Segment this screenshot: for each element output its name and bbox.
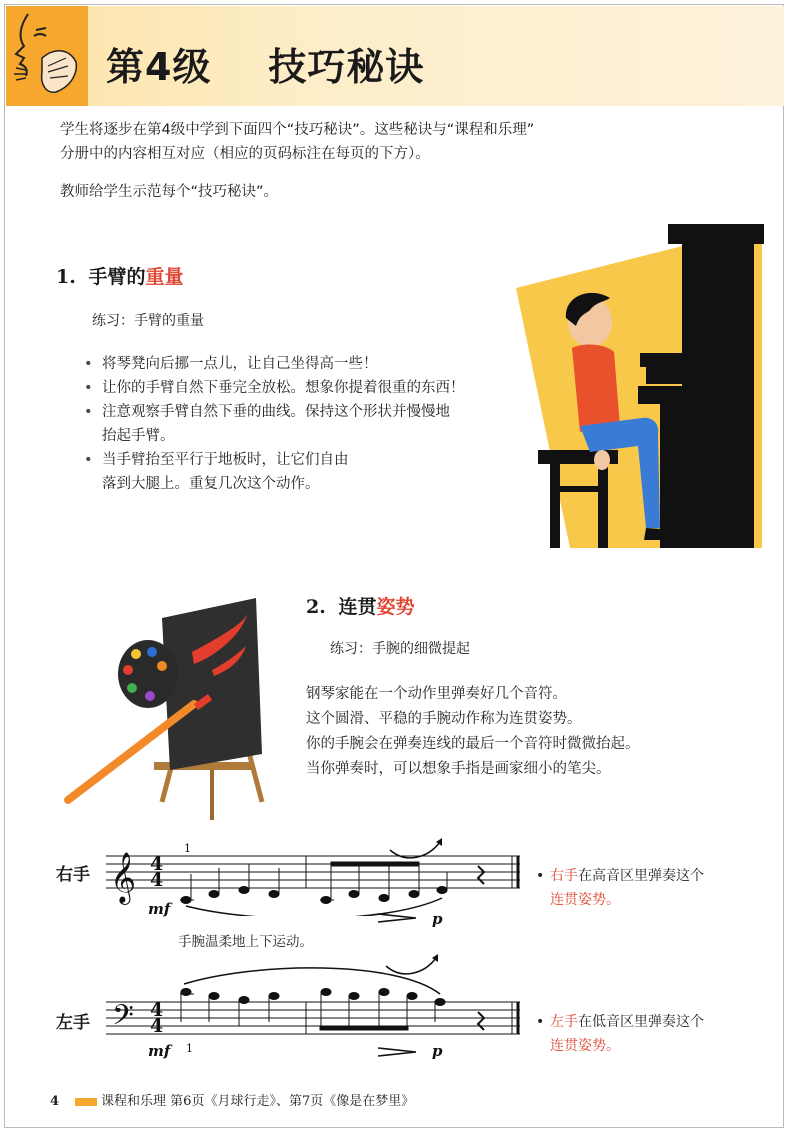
time-signature-top-treble: 4 <box>150 853 164 875</box>
left-hand-note <box>550 1010 704 1058</box>
list-item: • 将琴凳向后挪一点儿，让自己坐得高一些！ <box>84 352 514 376</box>
bass-staff <box>106 950 526 1050</box>
list-item: • 当手臂抬至平行于地板时，让它们自由 <box>84 448 514 472</box>
right-hand-note <box>550 864 704 912</box>
list-item-continuation <box>84 424 514 448</box>
list-item-continuation <box>84 472 514 496</box>
section2-line-1: 钢琴家能在一个动作里弹奏好几个音符。 <box>306 686 567 702</box>
section1-bullet-list <box>84 352 514 496</box>
left-hand-label: 左手 <box>56 1013 90 1033</box>
fingering-number: 1 <box>184 842 191 855</box>
page-title: 第4级 技巧秘诀 <box>106 45 425 89</box>
left-hand-note-red2: 连贯姿势。 <box>550 1038 620 1054</box>
header-icon-box <box>6 6 88 106</box>
bullet-continuation-text: 抬起手臂。 <box>102 428 175 444</box>
section2-number: 2. <box>306 596 326 618</box>
footer-bar-icon <box>75 1098 97 1106</box>
decrescendo-hairpin-icon <box>376 912 420 924</box>
time-signature-bottom-bass: 4 <box>150 1015 164 1037</box>
page-footer <box>50 1090 414 1109</box>
section1-title-red: 重量 <box>145 266 184 288</box>
right-hand-note-red2: 连贯姿势。 <box>550 892 620 908</box>
section1-heading <box>56 262 184 289</box>
svg-text:𝄢: 𝄢 <box>112 999 134 1039</box>
right-hand-label: 右手 <box>56 865 90 885</box>
section2-line-2: 这个圆滑、平稳的手腕动作称为连贯姿势。 <box>306 711 582 727</box>
bullet-continuation-text: 落到大腿上。重复几次这个动作。 <box>102 476 320 492</box>
section1-exercise: 练习：手臂的重量 <box>92 313 204 329</box>
left-hand-note-text: 在低音区里弹奏这个 <box>578 1014 704 1030</box>
wrist-caption: 手腕温柔地上下运动。 <box>178 934 313 950</box>
section2-line-3: 你的手腕会在弹奏连线的最后一个音符时微微抬起。 <box>306 736 640 752</box>
section2-exercise: 练习：手腕的细微提起 <box>330 641 470 657</box>
whispering-face-icon <box>6 6 88 106</box>
time-signature-bottom-treble: 4 <box>150 869 164 891</box>
svg-text:𝄞: 𝄞 <box>110 852 137 903</box>
fingering-number-left: 1 <box>186 1042 193 1055</box>
time-signature-top-bass: 4 <box>150 999 164 1021</box>
section2-heading <box>306 592 415 619</box>
left-hand-note-red: 左手 <box>550 1014 578 1030</box>
intro-line-2: 分册中的内容相互对应（相应的页码标注在每页的下方）。 <box>60 146 430 162</box>
footer-reference: 课程和乐理 第6页《月球行走》、第7页《像是在梦里》 <box>101 1094 415 1109</box>
section2-title-plain: 连贯 <box>338 596 377 618</box>
section2-body <box>306 682 736 782</box>
list-item: • 注意观察手臂自然下垂的曲线。保持这个形状并慢慢地 <box>84 400 514 424</box>
dynamic-mf-left: mf <box>148 1042 171 1060</box>
dynamic-p: p <box>432 910 443 928</box>
right-hand-note-text: 在高音区里弹奏这个 <box>578 868 704 884</box>
easel-palette-illustration <box>62 592 282 820</box>
dynamic-mf: mf <box>148 900 171 918</box>
list-item: • 让你的手臂自然下垂完全放松。想象你提着很重的东西！ <box>84 376 514 400</box>
boy-at-piano-illustration <box>510 218 772 553</box>
section2-title-red: 姿势 <box>376 596 415 618</box>
right-hand-note-red: 右手 <box>550 868 578 884</box>
dynamic-p-left: p <box>432 1042 443 1060</box>
page-number: 4 <box>50 1094 60 1109</box>
intro-line-3: 教师给学生示范每个“技巧秘诀”。 <box>60 184 279 200</box>
intro-line-1: 学生将逐步在第4级中学到下面四个“技巧秘诀”。这些秘诀与“课程和乐理” <box>60 122 535 138</box>
decrescendo-hairpin-left-icon <box>376 1046 420 1058</box>
section1-number: 1. <box>56 266 76 288</box>
section1-title-plain: 手臂的 <box>88 266 146 288</box>
section2-line-4: 当你弹奏时，可以想象手指是画家细小的笔尖。 <box>306 761 611 777</box>
